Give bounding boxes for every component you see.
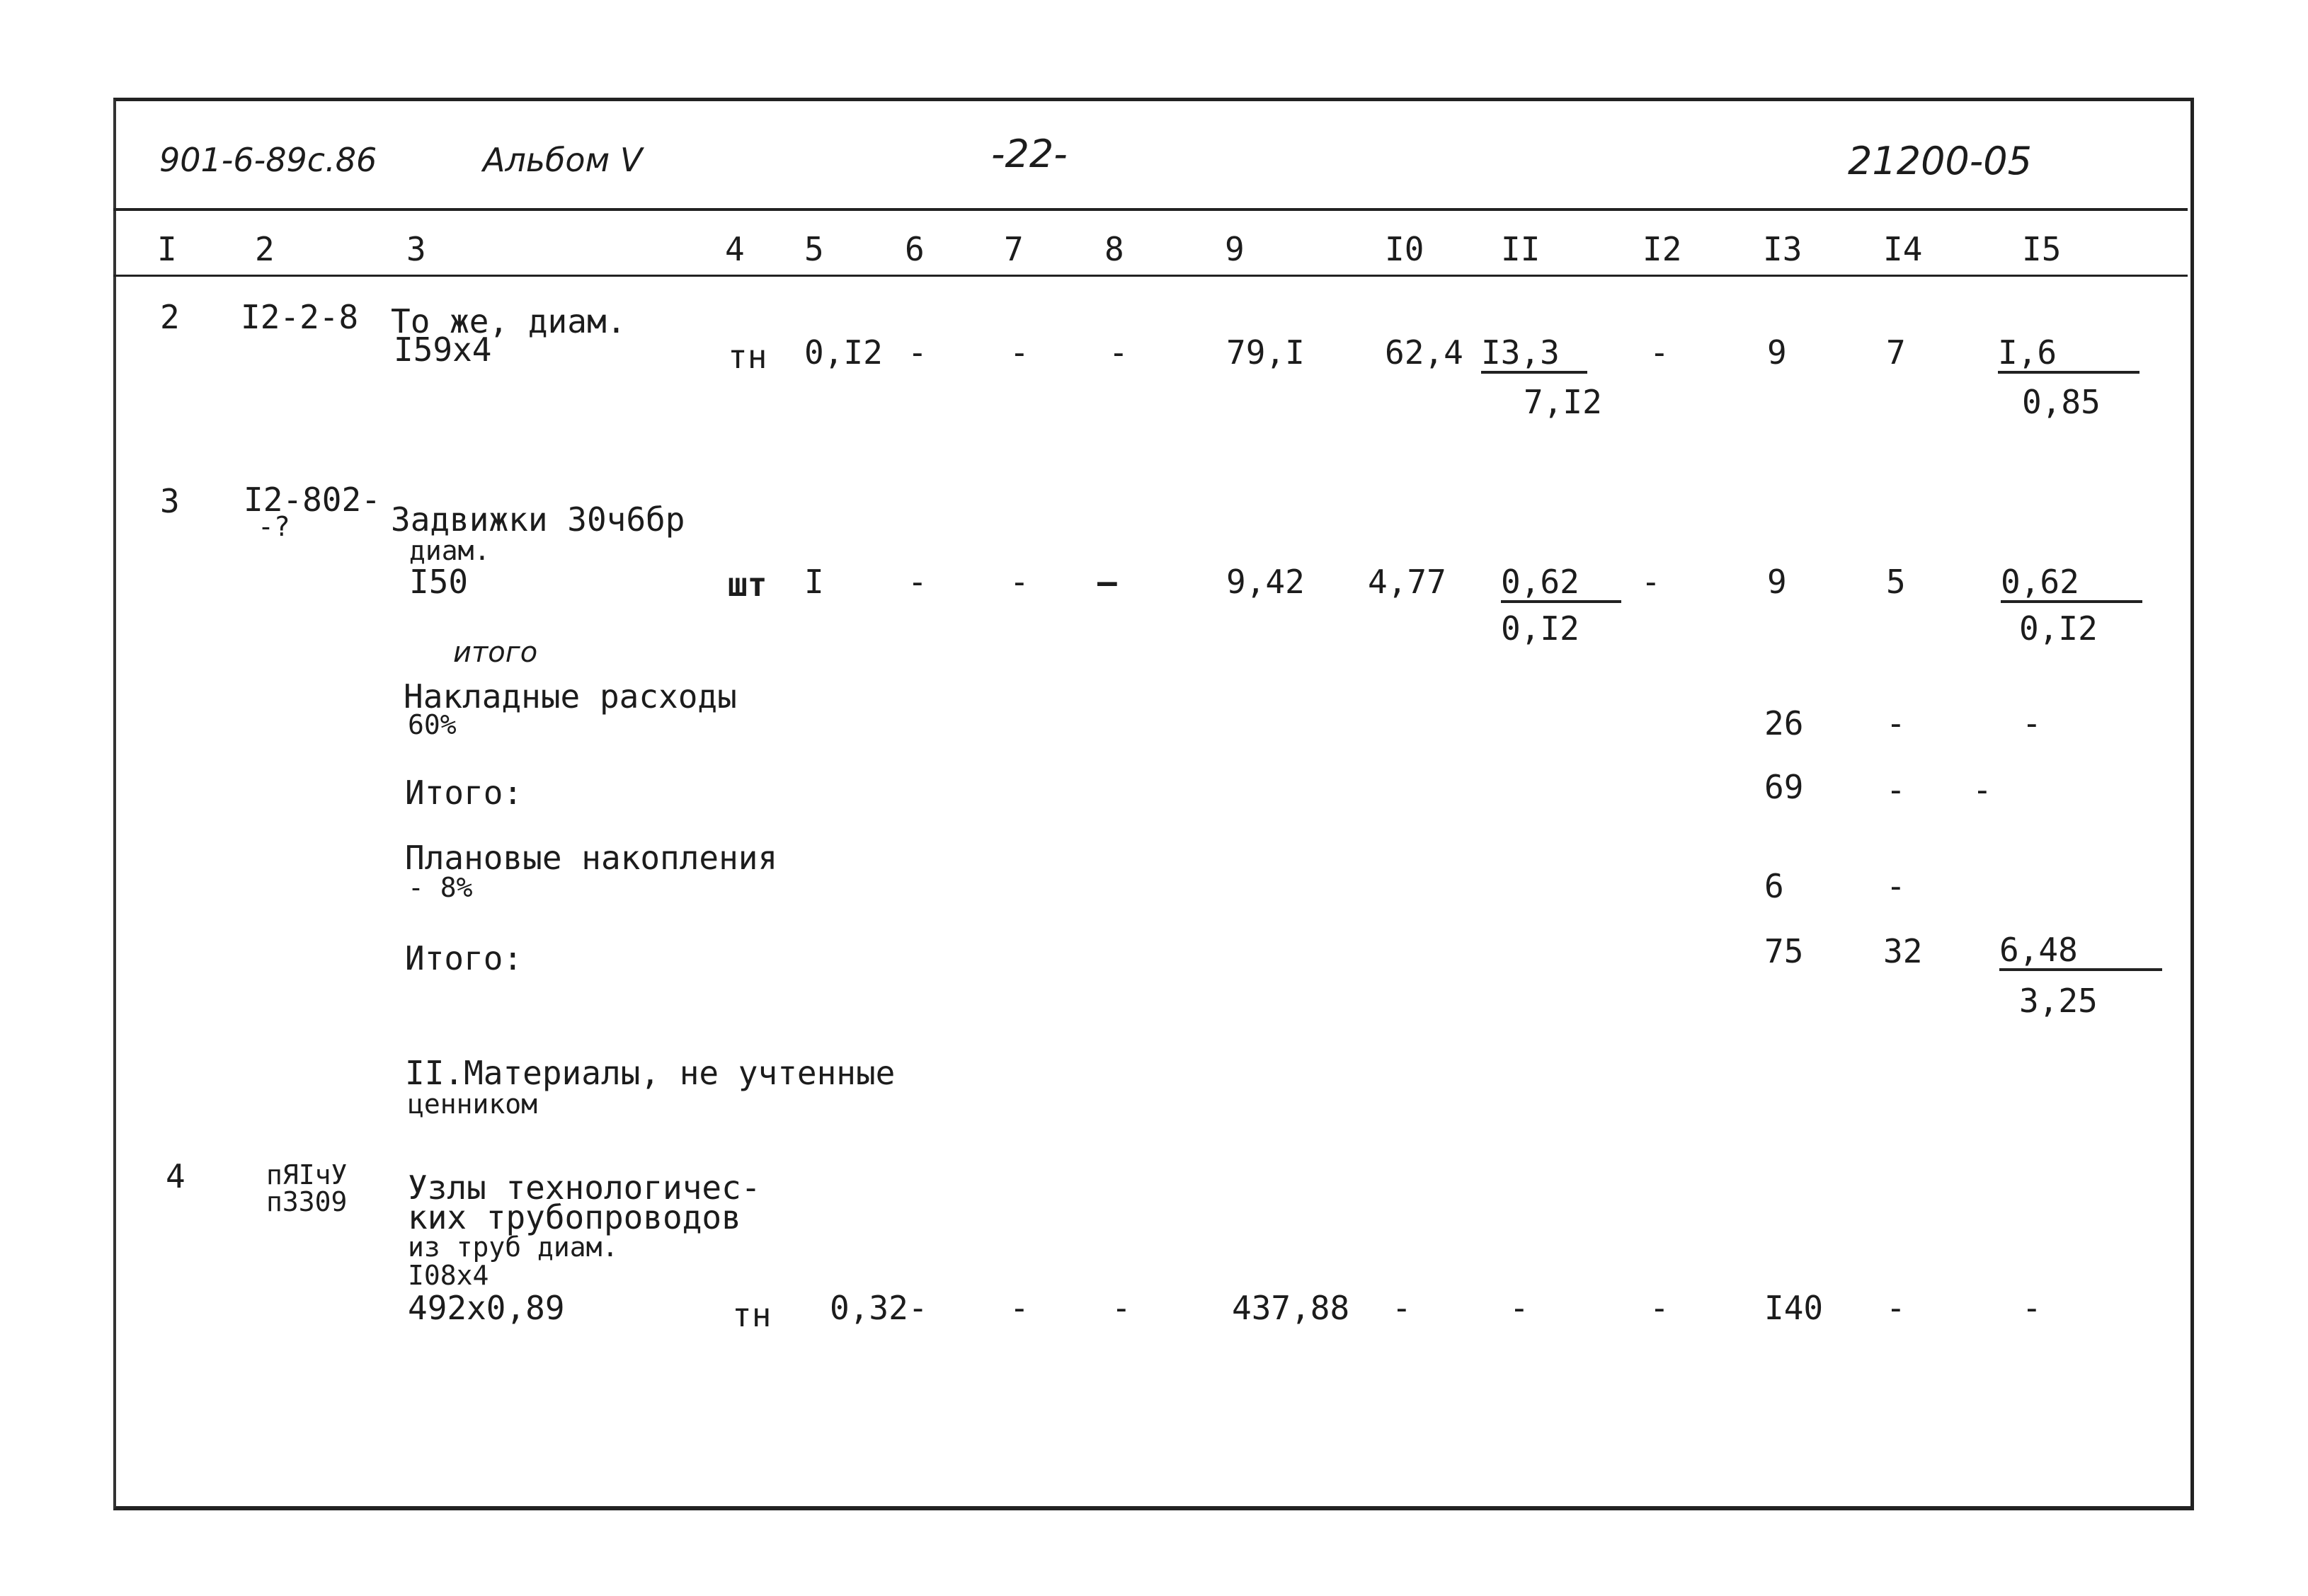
- row2-code: I2-2-8: [241, 298, 359, 336]
- overhead-label-line1: Накладные расходы: [404, 677, 737, 716]
- header-divider: [113, 208, 2188, 211]
- savings-col14: -: [1886, 867, 1906, 905]
- album-label: Альбом V: [483, 141, 643, 179]
- row4-name-line3: из труб диам.: [408, 1232, 619, 1263]
- col-header-6: 6: [905, 230, 925, 268]
- row3-unit: шт: [728, 566, 767, 604]
- row3-col15-denominator: 0,I2: [2019, 609, 2098, 648]
- col-header-14: I4: [1883, 230, 1923, 268]
- col-header-13: I3: [1763, 230, 1803, 268]
- row2-col5: 0,I2: [804, 333, 883, 372]
- row3-col10: 4,77: [1368, 563, 1446, 601]
- row3-col5: I: [804, 563, 824, 601]
- total1-col14: -: [1886, 771, 1906, 809]
- row2-col13: 9: [1767, 333, 1787, 372]
- overhead-col14: -: [1886, 704, 1906, 742]
- total2-col15-denominator: 3,25: [2019, 982, 2098, 1020]
- row3-col8: —: [1097, 563, 1117, 601]
- doc-code: 901-6-89с.86: [159, 141, 377, 179]
- row3-col6: -: [908, 563, 927, 601]
- row4-col14: -: [1886, 1289, 1906, 1327]
- row2-col11-numerator: I3,3: [1481, 334, 1587, 374]
- row2-col14: 7: [1886, 333, 1906, 372]
- total2-label: Итого:: [405, 939, 523, 977]
- row2-name-line2: I59x4: [394, 331, 492, 369]
- row4-col10: -: [1392, 1289, 1412, 1327]
- row2-col15-numerator: I,6: [1998, 334, 2140, 374]
- row4-name-line2: ких трубопроводов: [408, 1198, 741, 1236]
- savings-label-line2: - 8%: [408, 872, 473, 903]
- row3-col15-numerator: 0,62: [2001, 563, 2142, 603]
- row4-col7: -: [1010, 1289, 1029, 1327]
- overhead-col13: 26: [1764, 704, 1804, 742]
- column-divider: [113, 275, 2188, 277]
- col-header-8: 8: [1104, 230, 1124, 268]
- row3-col12: -: [1641, 563, 1661, 601]
- row3-col11-denominator: 0,I2: [1501, 609, 1579, 648]
- row2-col6: -: [908, 333, 927, 372]
- row4-name-line1: Узлы технологичес-: [408, 1169, 761, 1207]
- row3-col14: 5: [1886, 563, 1906, 601]
- row4-name-line5: 492x0,89: [408, 1289, 565, 1327]
- total1-col13: 69: [1764, 768, 1804, 806]
- row4-col5: 0,32-: [830, 1289, 928, 1327]
- row2-number: 2: [160, 298, 180, 336]
- section2-title-line1: II.Материалы, не учтенные: [405, 1054, 896, 1092]
- row2-col10: 62,4: [1385, 333, 1463, 372]
- overhead-col15: -: [2022, 704, 2042, 742]
- section2-title-line2: ценником: [408, 1089, 538, 1120]
- col-header-5: 5: [804, 230, 824, 268]
- total2-col15-numerator: 6,48: [1999, 931, 2162, 971]
- row2-col7: -: [1010, 333, 1029, 372]
- row4-name-line4: I08x4: [408, 1260, 489, 1291]
- row3-number: 3: [160, 482, 180, 520]
- row3-col9: 9,42: [1226, 563, 1305, 601]
- row2-col9: 79,I: [1226, 333, 1305, 372]
- row3-col7: -: [1010, 563, 1029, 601]
- col-header-3: 3: [406, 230, 426, 268]
- row3-code-line2: -?: [258, 511, 290, 542]
- col-header-11: II: [1501, 230, 1541, 268]
- page-number: -22-: [991, 132, 1068, 176]
- row2-col12: -: [1650, 333, 1669, 372]
- row2-col8: -: [1109, 333, 1129, 372]
- total1-col15: -: [1972, 771, 1992, 809]
- sheet-code: 21200-05: [1848, 139, 2032, 183]
- total2-col13: 75: [1764, 932, 1804, 970]
- row4-col12: -: [1650, 1289, 1669, 1327]
- col-header-9: 9: [1225, 230, 1245, 268]
- col-header-15: I5: [2022, 230, 2062, 268]
- overhead-label-line2: 60%: [408, 709, 457, 740]
- row3-code-line1: I2-802-: [244, 481, 381, 519]
- col-header-2: 2: [255, 230, 275, 268]
- row3-name-line1: Задвижки 30ч6бр: [391, 500, 685, 539]
- row2-col11-denominator: 7,I2: [1524, 383, 1602, 421]
- col-header-1: I: [157, 230, 177, 268]
- row3-col13: 9: [1767, 563, 1787, 601]
- row4-code-line2: п3309: [266, 1186, 348, 1217]
- row4-col8: -: [1112, 1289, 1131, 1327]
- row2-col15-denominator: 0,85: [2022, 383, 2101, 421]
- col-header-10: I0: [1385, 230, 1424, 268]
- row4-col13: I40: [1764, 1289, 1824, 1327]
- savings-label-line1: Плановые накопления: [405, 839, 778, 877]
- row3-name-line3: I50: [409, 563, 469, 601]
- total2-col14: 32: [1883, 932, 1923, 970]
- col-header-7: 7: [1004, 230, 1024, 268]
- col-header-12: I2: [1643, 230, 1682, 268]
- row2-name-line1: То же, диам.: [391, 302, 627, 340]
- row3-name-line2: диам.: [409, 535, 491, 566]
- savings-col13: 6: [1764, 867, 1784, 905]
- row4-number: 4: [166, 1157, 185, 1195]
- subtotal-handwritten: итого: [453, 636, 538, 669]
- row2-unit: тн: [728, 338, 767, 376]
- row3-col11-numerator: 0,62: [1501, 563, 1621, 603]
- row4-col9: 437,88: [1232, 1289, 1350, 1327]
- row4-unit: тн: [732, 1296, 772, 1334]
- row4-code-line1: пЯIчУ: [266, 1159, 348, 1190]
- row4-col15: -: [2022, 1289, 2042, 1327]
- col-header-4: 4: [725, 230, 745, 268]
- row4-col11: -: [1509, 1289, 1529, 1327]
- total1-label: Итого:: [405, 774, 523, 812]
